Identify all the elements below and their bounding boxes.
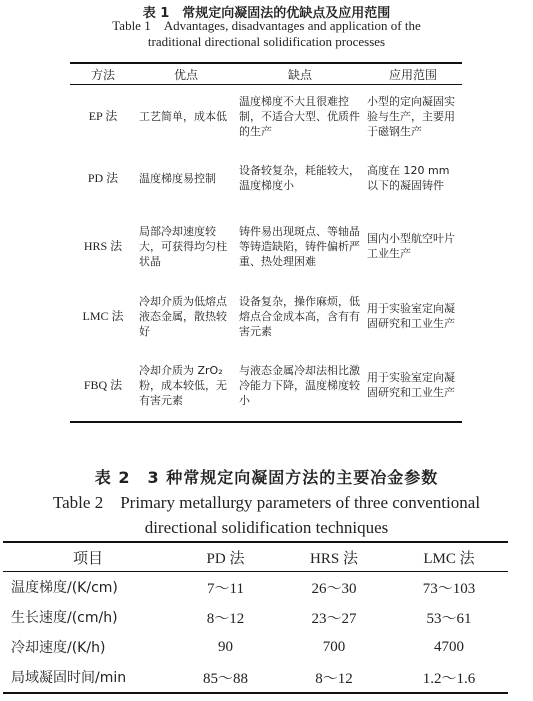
method-cell: FBQ 法 <box>70 349 136 422</box>
table2-header-item: 项目 <box>3 542 173 572</box>
table1-caption-en-line1: Table 1 Advantages, disadvantages and application of the <box>112 18 421 33</box>
parameter-cell: 冷却速度/(K/h) <box>11 640 106 656</box>
application-cell: 用于实验室定向凝固研究和工业生产 <box>364 349 462 422</box>
advantages-cell: 工艺简单，成本低 <box>139 109 227 123</box>
table-row <box>3 632 508 662</box>
table1-caption-en-line2: traditional directional solidification processes <box>147 34 386 49</box>
method-cell: PD 法 <box>87 170 119 185</box>
table2-header-hrs: HRS 法 <box>278 542 390 572</box>
parameter-cell: 温度梯度/(K/cm) <box>11 580 118 596</box>
table1-header-row <box>70 63 462 85</box>
table-row <box>70 209 462 283</box>
table-row <box>3 572 508 603</box>
table2-header-lmc: LMC 法 <box>390 542 508 572</box>
table2-header-row <box>3 542 508 572</box>
application-cell: 高度在 120 mm 以下的凝固铸件 <box>367 164 450 192</box>
method-cell: EP 法 <box>88 108 118 123</box>
table1-header-method: 方法 <box>70 63 136 85</box>
disadvantages-cell: 铸件易出现斑点、等轴晶等铸造缺陷，铸件偏析严重、热处理困难 <box>239 224 360 268</box>
disadvantages-cell: 与液态金属冷却法相比激冷能力下降，温度梯度较小 <box>236 349 364 422</box>
table2-caption-en-line2: directional solidification techniques <box>144 518 389 537</box>
method-cell: LMC 法 <box>82 308 124 323</box>
hrs-value-cell: 26～30 <box>311 580 357 597</box>
table1-caption-cn: 表 1 常规定向凝固法的优缺点及应用范围 <box>142 6 391 21</box>
table1 <box>70 62 462 423</box>
table-row <box>3 662 508 693</box>
table2-caption-en-line1: Table 2 Primary metallurgy parameters of three conventional <box>52 493 481 512</box>
disadvantages-cell: 设备复杂，操作麻烦，低熔点合金成本高，含有有害元素 <box>239 294 360 338</box>
application-cell: 用于实验室定向凝固研究和工业生产 <box>367 302 455 330</box>
application-cell: 小型的定向凝固实验与生产，主要用于磁钢生产 <box>367 94 455 138</box>
lmc-value-cell: 53～61 <box>426 610 472 627</box>
table-row <box>70 85 462 148</box>
table1-header-application: 应用范围 <box>364 63 462 85</box>
table1-header-advantages: 优点 <box>136 63 236 85</box>
advantages-cell: 冷却介质为低熔点液态金属，散热较好 <box>139 294 227 338</box>
parameter-cell: 生长速度/(cm/h) <box>11 610 118 626</box>
hrs-value-cell: 8～12 <box>278 662 390 693</box>
table2-caption-en <box>0 490 533 540</box>
table-row <box>70 283 462 349</box>
hrs-value-cell: 23～27 <box>311 610 357 627</box>
pd-value-cell: 90 <box>218 638 233 655</box>
lmc-value-cell: 73～103 <box>422 580 476 597</box>
lmc-value-cell: 4700 <box>434 638 464 655</box>
pd-value-cell: 8～12 <box>206 610 245 627</box>
table2-caption-cn: 表 2 3 种常规定向凝固方法的主要冶金参数 <box>94 468 439 487</box>
disadvantages-cell: 温度梯度不大且很难控制，不适合大型、优质件的生产 <box>239 94 360 138</box>
parameter-cell: 局域凝固时间/min <box>3 662 173 693</box>
table-row <box>3 602 508 632</box>
table1-caption-en <box>0 18 533 50</box>
application-cell: 国内小型航空叶片工业生产 <box>367 232 455 260</box>
advantages-cell: 局部冷却速度较大，可获得均匀柱状晶 <box>139 224 227 268</box>
table1-header-disadvantages: 缺点 <box>236 63 364 85</box>
table-row <box>70 349 462 422</box>
hrs-value-cell: 700 <box>322 638 346 655</box>
lmc-value-cell: 1.2～1.6 <box>390 662 508 693</box>
table2 <box>3 541 508 694</box>
method-cell: HRS 法 <box>83 238 123 253</box>
advantages-cell: 温度梯度易控制 <box>139 171 216 185</box>
disadvantages-cell: 设备较复杂，耗能较大，温度梯度小 <box>239 164 360 192</box>
pd-value-cell: 85～88 <box>173 662 278 693</box>
pd-value-cell: 7～11 <box>207 580 244 597</box>
table2-header-pd: PD 法 <box>173 542 278 572</box>
advantages-cell: 冷却介质为 ZrO₂ 粉，成本较低，无有害元素 <box>136 349 236 422</box>
table-row <box>70 147 462 209</box>
